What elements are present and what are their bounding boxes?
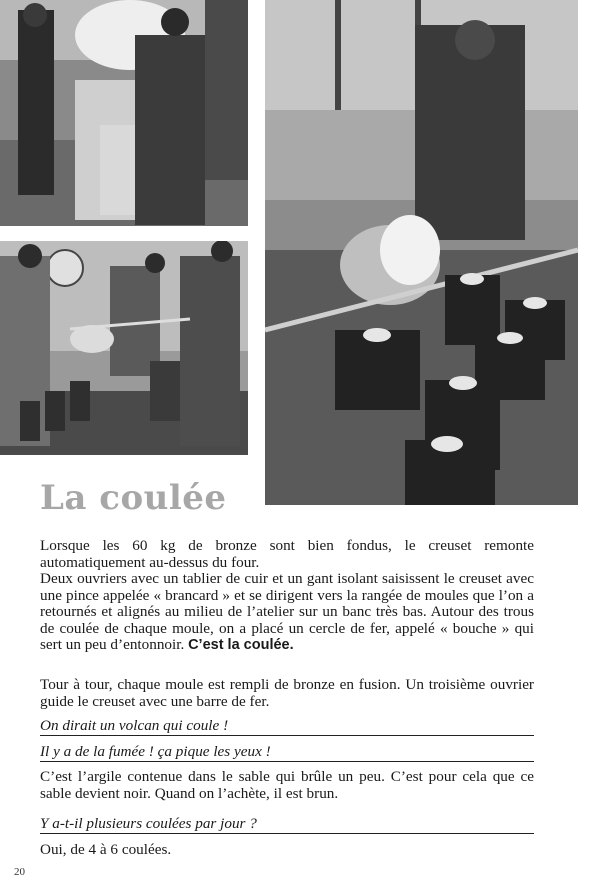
- answer-pourings-per-day: Oui, de 4 à 6 coulées.: [40, 841, 172, 858]
- paragraph-intro: Lorsque les 60 kg de bronze sont bien fondus, le creuset remonte automatiquement au-dessus du four.: [40, 537, 534, 571]
- page-number: 20: [14, 866, 25, 878]
- question-volcano: On dirait un volcan qui coule !: [40, 717, 534, 736]
- paragraph-workers-text: Deux ouvriers avec un tablier de cuir et un gant isolant saisissent le creuset avec une pince appelée « brancard » et se dirigent vers la rangée de moules que l’on a retournés et alignés au milieu de l’atelier sur un banc très bas. Autour des trous de coulée de chaque moule, on a placé un cercle de fer, appelé « bouche » qui sert un peu d’entonnoir.: [40, 570, 534, 653]
- photo-pouring-line: [0, 241, 248, 455]
- photo-pouring-closeup: [265, 0, 578, 505]
- paragraph-filling: Tour à tour, chaque moule est rempli de bronze en fusion. Un troisième ouvrier guide le creuset avec une barre de fer.: [40, 676, 534, 710]
- question-pourings-per-day: Y a-t-il plusieurs coulées par jour ?: [40, 815, 534, 834]
- question-smoke: Il y a de la fumée ! ça pique les yeux !: [40, 743, 534, 762]
- answer-smoke: C’est l’argile contenue dans le sable qui brûle un peu. C’est pour cela que ce sable devient noir. Quand on l’achète, il est brun.: [40, 768, 534, 802]
- paragraph-workers: [40, 571, 534, 654]
- page-title: La coulée: [40, 478, 227, 518]
- photo-furnace-workers: [0, 0, 248, 226]
- paragraph-emphasis: C’est la coulée.: [188, 637, 294, 653]
